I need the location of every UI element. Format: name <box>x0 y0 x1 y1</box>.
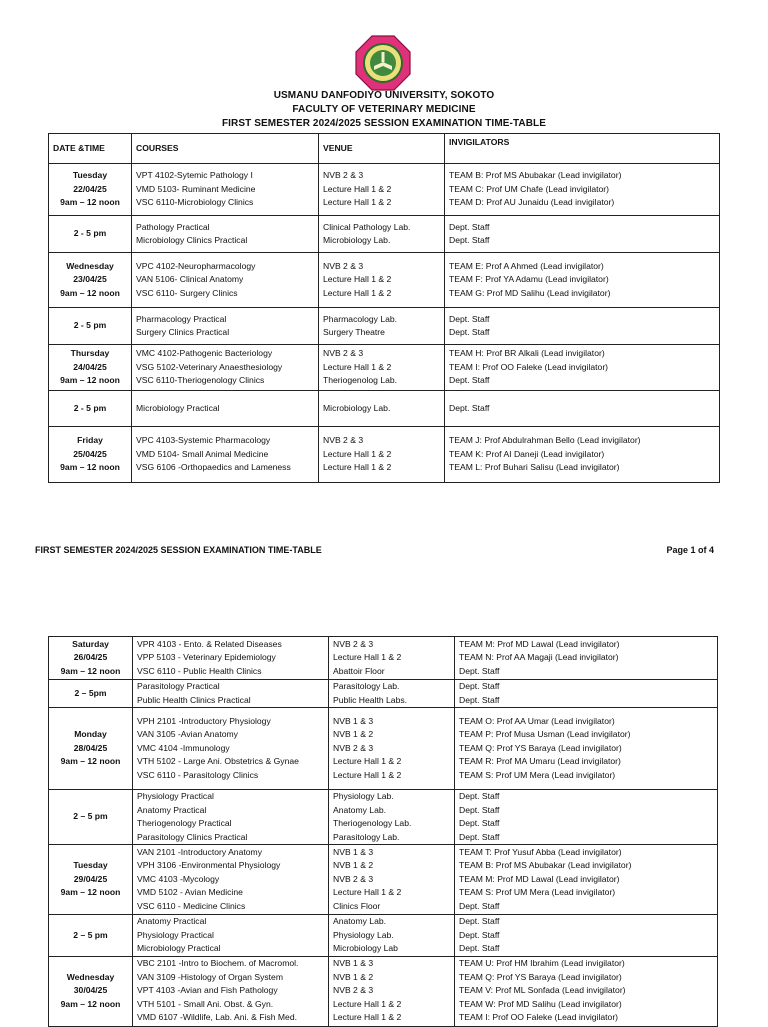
invigilator-line: Dept. Staff <box>459 694 500 705</box>
course-line: VPT 4102-Sytemic Pathology I <box>136 170 253 181</box>
course-line: Microbiology Clinics Practical <box>136 235 248 245</box>
course-line: Anatomy Practical <box>137 916 207 926</box>
course-line: VSG 5102-Veterinary Anaesthesiology <box>136 361 283 372</box>
course-line: VSC 6110 - Public Health Clinics <box>137 665 262 676</box>
invigilator-line: TEAM W: Prof MD Salihu (Lead invigilator) <box>459 998 622 1009</box>
invigilators-cell <box>445 253 720 308</box>
venue-line: Public Health Labs. <box>333 694 408 705</box>
venue-line: NVB 1 & 2 <box>333 729 374 740</box>
venue-line: Clinical Pathology Lab. <box>323 221 411 232</box>
table-row <box>49 427 720 483</box>
table-row <box>49 345 720 391</box>
venue-line: Microbiology Lab. <box>323 235 391 245</box>
invigilators-cell <box>445 164 720 216</box>
invigilator-line: Dept. Staff <box>459 943 500 953</box>
venue-cell <box>329 915 455 957</box>
date-line: 22/04/25 <box>73 183 107 194</box>
date-time-cell <box>49 308 132 345</box>
courses-cell <box>132 164 319 216</box>
course-line: VAN 2101 -Introductory Anatomy <box>137 846 262 857</box>
table-row <box>49 216 720 253</box>
university-name: USMANU DANFODIYO UNIVERSITY, SOKOTO <box>273 90 495 101</box>
venue-cell <box>319 253 445 308</box>
courses-cell <box>132 345 319 391</box>
venue-cell <box>319 345 445 391</box>
timetable-title: FIRST SEMESTER 2024/2025 SESSION EXAMINATION TIME-TABLE <box>221 118 547 129</box>
venue-line: Parasitology Lab. <box>333 831 400 842</box>
venue-line: Anatomy Lab. <box>333 916 387 926</box>
invigilator-line: TEAM N: Prof AA Magaji (Lead invigilator) <box>459 652 619 663</box>
invigilator-line: Dept. Staff <box>459 916 500 926</box>
invigilator-line: TEAM U: Prof HM Ibrahim (Lead invigilator) <box>459 958 625 969</box>
venue-line: Parasitology Lab. <box>333 681 400 691</box>
venue-cell <box>329 708 455 790</box>
course-line: Physiology Practical <box>137 791 214 801</box>
date-line: Friday <box>77 435 103 446</box>
date-time-cell <box>49 680 133 708</box>
course-line: VPC 4103-Systemic Pharmacology <box>136 435 271 446</box>
invigilator-line: Dept. Staff <box>459 831 500 842</box>
date-line: Tuesday <box>73 860 108 871</box>
invigilator-line: TEAM O: Prof AA Umar (Lead invigilator) <box>459 715 615 726</box>
table-row <box>49 308 720 345</box>
date-line: 23/04/25 <box>73 274 107 285</box>
course-line: VMD 6107 -Wildlife, Lab. Ani. & Fish Med. <box>137 1012 298 1023</box>
venue-cell <box>319 164 445 216</box>
course-line: VMC 4102-Pathogenic Bacteriology <box>136 348 273 359</box>
venue-line: Theriogenolog Lab. <box>323 375 398 386</box>
course-line: Microbiology Practical <box>136 402 220 413</box>
date-line: 9am – 12 noon <box>60 756 121 767</box>
invigilator-line: Dept. Staff <box>459 818 500 828</box>
course-line: VAN 5106- Clinical Anatomy <box>136 274 244 285</box>
venue-line: Lecture Hall 1 & 2 <box>333 769 402 780</box>
courses-cell <box>133 956 329 1026</box>
date-line: 28/04/25 <box>73 742 108 753</box>
courses-cell <box>133 915 329 957</box>
invigilators-cell <box>455 845 718 915</box>
invigilator-line: TEAM C: Prof UM Chafe (Lead invigilator) <box>449 183 609 194</box>
date-line: Monday <box>74 729 107 740</box>
table-row <box>49 790 718 845</box>
invigilator-line: Dept. Staff <box>459 681 500 691</box>
date-time-cell <box>49 637 133 680</box>
course-line: VTH 5102 - Large Ani. Obstetrics & Gynae <box>137 756 299 767</box>
date-time-cell <box>49 253 132 308</box>
invigilator-line: TEAM M: Prof MD Lawal (Lead invigilator) <box>459 638 620 649</box>
date-time-cell <box>49 216 132 253</box>
venue-line: NVB 2 & 3 <box>323 348 364 359</box>
course-line: Parasitology Clinics Practical <box>137 831 248 842</box>
invigilators-cell <box>445 308 720 345</box>
venue-line: Pharmacology Lab. <box>323 313 398 324</box>
venue-cell <box>319 391 445 427</box>
venue-line: Microbiology Lab. <box>323 402 391 413</box>
venue-line: NVB 2 & 3 <box>333 873 374 884</box>
header-venue: VENUE <box>319 134 445 164</box>
timetable-page-1 <box>48 133 720 483</box>
course-line: VMD 5102 - Avian Medicine <box>137 887 243 898</box>
date-time-cell <box>49 915 133 957</box>
timetable-page-1-body <box>49 164 720 483</box>
venue-line: Microbiology Lab <box>333 943 398 953</box>
date-time-cell <box>49 845 133 915</box>
venue-cell <box>329 790 455 845</box>
table-row <box>49 915 718 957</box>
venue-line: Lecture Hall 1 & 2 <box>323 183 392 194</box>
invigilator-line: TEAM S: Prof UM Mera (Lead invigilator) <box>459 769 616 780</box>
date-line: Saturday <box>72 638 109 649</box>
invigilator-line: TEAM I: Prof OO Faleke (Lead invigilator) <box>449 361 609 372</box>
course-line: Surgery Clinics Practical <box>136 327 230 337</box>
date-time-cell <box>49 708 133 790</box>
venue-cell <box>329 845 455 915</box>
date-time-cell <box>49 427 132 483</box>
invigilator-line: Dept. Staff <box>449 313 490 324</box>
course-line: VPH 2101 -Introductory Physiology <box>137 715 271 726</box>
invigilators-cell <box>455 680 718 708</box>
invigilators-cell <box>455 915 718 957</box>
course-line: VPH 3106 -Environmental Physiology <box>137 860 281 871</box>
venue-line: Lecture Hall 1 & 2 <box>333 652 402 663</box>
invigilator-line: Dept. Staff <box>449 375 490 386</box>
course-line: Anatomy Practical <box>137 804 207 815</box>
course-line: VPT 4103 -Avian and Fish Pathology <box>137 985 278 996</box>
invigilator-line: TEAM D: Prof AU Junaidu (Lead invigilator) <box>449 197 615 208</box>
date-time-cell <box>49 790 133 845</box>
invigilator-line: TEAM Q: Prof YS Baraya (Lead invigilator) <box>459 971 622 982</box>
venue-line: NVB 1 & 3 <box>333 715 374 726</box>
venue-line: NVB 1 & 3 <box>333 846 374 857</box>
header-date-time: DATE &TIME <box>49 134 132 164</box>
invigilator-line: Dept. Staff <box>449 235 490 245</box>
courses-cell <box>133 637 329 680</box>
course-line: VAN 3105 -Avian Anatomy <box>137 729 238 740</box>
venue-line: NVB 1 & 2 <box>333 971 374 982</box>
venue-line: Theriogenology Lab. <box>333 818 412 828</box>
invigilator-line: TEAM M: Prof MD Lawal (Lead invigilator) <box>459 873 620 884</box>
venue-line: Lecture Hall 1 & 2 <box>323 274 392 285</box>
course-line: VAN 3109 -Histology of Organ System <box>137 971 283 982</box>
venue-line: Lecture Hall 1 & 2 <box>333 887 402 898</box>
venue-line: Lecture Hall 1 & 2 <box>323 462 392 473</box>
header-invigilators: INVIGILATORS <box>445 134 720 164</box>
date-line: 2 - 5 pm <box>73 402 107 413</box>
date-line: 26/04/25 <box>73 652 108 663</box>
footer-title: FIRST SEMESTER 2024/2025 SESSION EXAMINATION TIME-TABLE <box>35 545 322 555</box>
invigilators-cell <box>455 708 718 790</box>
invigilator-line: TEAM B: Prof MS Abubakar (Lead invigilator) <box>449 170 622 181</box>
venue-line: Anatomy Lab. <box>333 804 387 815</box>
venue-cell <box>319 308 445 345</box>
venue-line: NVB 2 & 3 <box>333 985 374 996</box>
table-row <box>49 637 718 680</box>
course-line: Pathology Practical <box>136 221 210 232</box>
invigilator-line: TEAM S: Prof UM Mera (Lead invigilator) <box>459 887 616 898</box>
date-line: 2 - 5 pm <box>73 320 107 331</box>
venue-line: Lecture Hall 1 & 2 <box>333 1012 402 1023</box>
invigilator-line: Dept. Staff <box>459 804 500 815</box>
venue-line: Lecture Hall 1 & 2 <box>323 361 392 372</box>
invigilator-line: Dept. Staff <box>449 327 490 337</box>
course-line: Pharmacology Practical <box>136 313 227 324</box>
table-row <box>49 680 718 708</box>
invigilators-cell <box>445 216 720 253</box>
date-line: 25/04/25 <box>73 448 107 459</box>
venue-line: NVB 1 & 3 <box>333 958 374 969</box>
invigilator-line: TEAM J: Prof Abdulrahman Bello (Lead invigilator) <box>449 435 641 446</box>
venue-line: Lecture Hall 1 & 2 <box>323 448 392 459</box>
invigilator-line: Dept. Staff <box>449 221 490 232</box>
date-line: 9am – 12 noon <box>60 998 121 1009</box>
date-line: 9am – 12 noon <box>60 887 121 898</box>
invigilator-line: TEAM F: Prof YA Adamu (Lead invigilator) <box>449 274 609 285</box>
course-line: VSC 6110-Theriogenology Clinics <box>136 375 265 386</box>
date-line: 2 – 5 pm <box>73 811 108 822</box>
date-line: Tuesday <box>72 170 108 181</box>
course-line: VSC 6110- Surgery Clinics <box>136 287 238 298</box>
venue-line: NVB 2 & 3 <box>323 170 364 181</box>
course-line: VPC 4102-Neuropharmacology <box>136 260 256 271</box>
venue-line: Abattoir Floor <box>333 665 385 676</box>
course-line: VSC 6110-Microbiology Clinics <box>136 197 254 208</box>
timetable-page-2-body <box>49 637 718 1027</box>
invigilator-line: TEAM H: Prof BR Alkali (Lead invigilator) <box>449 348 605 359</box>
course-line: VPP 5103 - Veterinary Epidemiology <box>137 652 276 663</box>
venue-line: Lecture Hall 1 & 2 <box>333 998 402 1009</box>
venue-line: NVB 2 & 3 <box>333 742 374 753</box>
table-row <box>49 164 720 216</box>
invigilator-line: Dept. Staff <box>449 402 490 413</box>
table-row <box>49 845 718 915</box>
date-time-cell <box>49 345 132 391</box>
invigilators-cell <box>445 391 720 427</box>
date-line: 2 - 5 pm <box>73 228 107 239</box>
course-line: VSC 6110 - Parasitology Clinics <box>137 769 259 780</box>
course-line: Microbiology Practical <box>137 943 221 953</box>
invigilator-line: TEAM K: Prof AI Daneji (Lead invigilator) <box>449 448 605 459</box>
venue-cell <box>329 680 455 708</box>
invigilator-line: TEAM G: Prof MD Salihu (Lead invigilator) <box>449 287 611 298</box>
invigilator-line: TEAM L: Prof Buhari Salisu (Lead invigilator) <box>449 462 620 473</box>
venue-line: NVB 2 & 3 <box>333 638 374 649</box>
course-line: VBC 2101 -Intro to Biochem. of Macromol. <box>137 958 299 969</box>
course-line: VSC 6110 - Medicine Clinics <box>137 900 246 911</box>
date-line: 2 – 5 pm <box>73 929 108 940</box>
date-line: 2 – 5pm <box>74 687 107 698</box>
invigilator-line: Dept. Staff <box>459 900 500 911</box>
venue-line: Physiology Lab. <box>333 791 394 801</box>
courses-cell <box>133 708 329 790</box>
venue-line: Clinics Floor <box>333 900 381 911</box>
courses-cell <box>133 845 329 915</box>
courses-cell <box>132 216 319 253</box>
venue-line: NVB 2 & 3 <box>323 260 364 271</box>
course-line: Physiology Practical <box>137 929 214 940</box>
course-line: VMD 5104- Small Animal Medicine <box>136 448 269 459</box>
courses-cell <box>132 391 319 427</box>
date-line: 24/04/25 <box>73 361 107 372</box>
course-line: VSG 6106 -Orthopaedics and Lameness <box>136 462 291 473</box>
date-line: 9am – 12 noon <box>60 197 120 208</box>
invigilators-cell <box>455 790 718 845</box>
table-row <box>49 956 718 1026</box>
invigilator-line: Dept. Staff <box>459 929 500 940</box>
date-line: 29/04/25 <box>73 873 108 884</box>
page-number: Page 1 of 4 <box>666 545 714 555</box>
course-line: Theriogenology Practical <box>137 818 232 828</box>
courses-cell <box>132 427 319 483</box>
venue-line: NVB 1 & 2 <box>333 860 374 871</box>
invigilator-line: TEAM T: Prof Yusuf Abba (Lead invigilator) <box>459 846 622 857</box>
table-row <box>49 253 720 308</box>
invigilator-line: TEAM Q: Prof YS Baraya (Lead invigilator) <box>459 742 622 753</box>
table-header-row <box>49 134 720 164</box>
course-line: Public Health Clinics Practical <box>137 694 251 705</box>
header-courses: COURSES <box>132 134 319 164</box>
date-line: Thursday <box>70 348 110 359</box>
venue-cell <box>329 956 455 1026</box>
venue-cell <box>319 216 445 253</box>
venue-line: Physiology Lab. <box>333 929 394 940</box>
venue-line: NVB 2 & 3 <box>323 435 364 446</box>
invigilator-line: TEAM R: Prof MA Umaru (Lead invigilator) <box>459 756 621 767</box>
courses-cell <box>133 680 329 708</box>
date-time-cell <box>49 956 133 1026</box>
logo-torch-shape <box>382 52 385 62</box>
venue-cell <box>329 637 455 680</box>
courses-cell <box>132 308 319 345</box>
date-line: 9am – 12 noon <box>60 462 120 473</box>
invigilator-line: TEAM I: Prof OO Faleke (Lead invigilator) <box>459 1012 619 1023</box>
course-line: VPR 4103 - Ento. & Related Diseases <box>137 638 282 649</box>
date-time-cell <box>49 391 132 427</box>
course-line: VMC 4104 -Immunology <box>137 742 230 753</box>
date-time-cell <box>49 164 132 216</box>
timetable-page-2 <box>48 636 718 1027</box>
invigilators-cell <box>445 345 720 391</box>
course-line: VTH 5101 - Small Ani. Obst. & Gyn. <box>137 998 274 1009</box>
invigilators-cell <box>445 427 720 483</box>
invigilator-line: TEAM E: Prof A Ahmed (Lead invigilator) <box>449 260 604 271</box>
courses-cell <box>133 790 329 845</box>
table-row <box>49 391 720 427</box>
course-line: VMD 5103- Ruminant Medicine <box>136 183 256 194</box>
invigilator-line: Dept. Staff <box>459 665 500 676</box>
university-logo <box>355 35 411 91</box>
date-line: 9am – 12 noon <box>60 665 121 676</box>
date-line: Wednesday <box>66 971 115 982</box>
date-line: 30/04/25 <box>73 985 108 996</box>
invigilators-cell <box>455 637 718 680</box>
course-line: Parasitology Practical <box>137 681 220 691</box>
invigilators-cell <box>455 956 718 1026</box>
venue-line: Lecture Hall 1 & 2 <box>323 287 392 298</box>
venue-line: Lecture Hall 1 & 2 <box>323 197 392 208</box>
venue-line: Lecture Hall 1 & 2 <box>333 756 402 767</box>
invigilator-line: Dept. Staff <box>459 791 500 801</box>
course-line: VMC 4103 -Mycology <box>137 873 220 884</box>
table-row <box>49 708 718 790</box>
invigilator-line: TEAM B: Prof MS Abubakar (Lead invigilator) <box>459 860 632 871</box>
faculty-name: FACULTY OF VETERINARY MEDICINE <box>292 104 476 115</box>
invigilator-line: TEAM V: Prof ML Sonfada (Lead invigilator) <box>459 985 626 996</box>
venue-cell <box>319 427 445 483</box>
invigilator-line: TEAM P: Prof Musa Usman (Lead invigilator) <box>459 729 631 740</box>
date-line: 9am – 12 noon <box>60 375 120 386</box>
date-line: Wednesday <box>66 260 114 271</box>
venue-line: Surgery Theatre <box>323 327 385 337</box>
date-line: 9am – 12 noon <box>60 287 120 298</box>
courses-cell <box>132 253 319 308</box>
